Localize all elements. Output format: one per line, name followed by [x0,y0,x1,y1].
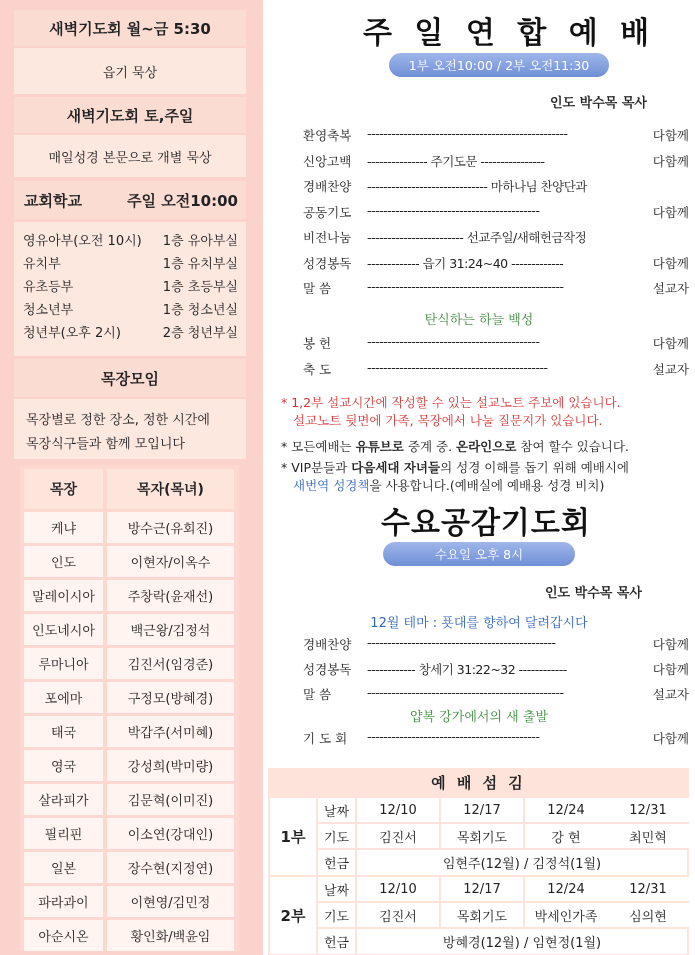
dawn-weekend-body: 매일성경 본문으로 개별 묵상 [14,135,246,177]
offering-cell: 임현주(12월) / 김정석(1월) [357,850,687,875]
mokjang-name: 살라피가 [24,784,103,815]
table-cell: 강 현 [525,824,607,848]
wednesday-title: 수요공감기도회 [381,506,591,541]
order-detail: -------------------------------------------------- [367,126,568,141]
mokjang-leader: 김진서(임경준) [107,648,234,679]
dawn-weekday-body: 읍기 묵상 [14,48,246,94]
mokjang-name: 일본 [24,852,103,883]
dept-row [14,320,246,343]
note-strong: 다음세대 자녀들 [351,460,441,475]
table-cell: 목회기도 [441,903,523,927]
sunday-time-badge: 1부 오전10:00 / 2부 오전11:30 [389,53,609,77]
order-label: 경배찬양 [303,179,352,194]
table-cell: 12/24 [525,877,607,901]
dept-row [14,297,246,320]
table-cell: 12/24 [525,798,607,822]
mokjang-name: 필리핀 [24,818,103,849]
offering-cell: 방혜경(12월) / 임현정(1월) [357,929,687,954]
order-who: 다함께 [652,255,689,271]
dept-list [14,222,246,356]
row-label: 기도 [318,824,355,848]
note-sermon-2: 설교노트 뒷면에 가족, 목장에서 나눌 질문지가 있습니다. [293,413,603,428]
mokjang-desc [14,399,246,459]
table-cell: 김진서 [357,824,439,848]
table-cell: 12/31 [607,877,689,901]
table-cell: 박세인가족 [525,903,607,927]
church-school-label: 교회학교 [24,191,82,210]
mokjang-name: 케냐 [24,512,103,543]
order-detail: ------------------------------------------- [367,334,540,349]
mokjang-leader: 방수근(유회진) [107,512,234,543]
order-detail: ------------------------------------------------- [367,685,564,700]
mokjang-header: 목장 [24,469,103,509]
order-label: 말 씀 [303,281,332,296]
mokjang-leader: 주창락(윤재선) [107,580,234,611]
mokjang-leader-header: 목자(목녀) [107,469,234,509]
dawn-weekday-title: 새벽기도회 월~금 5:30 [14,10,246,46]
order-detail: ----------------------------------------------- [367,635,556,650]
note-bible [281,458,629,476]
table-cell: 12/17 [441,798,523,822]
left-column [0,0,263,955]
order-label: 신앙고백 [303,153,352,169]
part-label: 2부 [270,877,316,954]
dept-name: 청소년부 [23,303,74,318]
order-label: 경배찬양 [303,637,352,652]
dept-room: 1층 초등부실 [162,280,238,295]
mokjang-name: 인도네시아 [24,614,103,645]
part-label: 1부 [270,798,316,875]
mokjang-leader: 장수현(지정연) [107,852,234,883]
mokjang-leader: 이현영/김민정 [107,886,234,917]
sunday-leader: 인도 박수목 목사 [550,96,647,111]
order-who: 다함께 [652,204,689,220]
row-label: 날짜 [318,798,355,822]
order-label: 봉 헌 [303,336,332,351]
dept-name: 유초등부 [23,280,74,295]
mokjang-name: 루마니아 [24,648,103,679]
note-text: 중계 중. [403,439,457,454]
sunday-title: 주 일 연 합 예 배 [363,16,656,51]
note-strong: 유튜브로 [355,439,404,454]
mokjang-name: 태국 [24,716,103,747]
service-table-title: 예 배 섬 김 [268,768,689,796]
dept-row [14,228,246,251]
dept-room: 1층 유아부실 [162,234,238,249]
order-detail: --------------- 주기도문 ---------------- [367,153,545,169]
order-label: 말 씀 [303,687,332,702]
wednesday-sermon-title: 얍복 강가에서의 새 출발 [410,710,548,725]
mokjang-leader: 이소연(강대인) [107,818,234,849]
dept-name: 유치부 [23,257,61,272]
order-label: 공동기도 [303,204,352,220]
note-strong: 온라인으로 [456,439,517,454]
order-who: 다함께 [652,731,689,746]
order-detail: ------------------------------------------------- [367,279,564,294]
mokjang-leader: 황인화/백윤임 [107,920,234,951]
table-cell: 12/10 [357,798,439,822]
mokjang-desc-line: 목장별로 정한 장소, 정한 시간에 [26,413,210,428]
order-detail: ------------------------------ 마하나님 찬양단과 [367,179,587,194]
dept-name: 청년부(오후 2시) [23,326,121,341]
table-cell: 12/10 [357,877,439,901]
row-label: 헌금 [318,850,355,875]
order-who: 설교자 [652,281,689,296]
table-cell: 목회기도 [441,824,523,848]
mokjang-name: 포에마 [24,682,103,713]
order-who: 다함께 [652,336,689,351]
row-label: 헌금 [318,929,355,954]
note-sermon-1: * 1,2부 설교시간에 작성할 수 있는 설교노트 주보에 있습니다. [281,395,621,410]
order-detail: ------------------------------------------- [367,729,540,744]
table-cell: 심의현 [607,903,689,927]
note-text: * 모든예배는 [281,439,356,454]
mokjang-title: 목장모임 [14,359,246,397]
dept-room: 2층 청년부실 [162,326,238,341]
mokjang-table [20,465,239,951]
mokjang-name: 말레이시아 [24,580,103,611]
mokjang-name: 아순시온 [24,920,103,951]
order-detail: --------------------------------------------- [367,360,548,375]
mokjang-leader: 박갑주(서미혜) [107,716,234,747]
row-label: 기도 [318,903,355,927]
dawn-weekend-title: 새벽기도회 토,주일 [14,97,246,133]
order-label: 환영축복 [303,128,352,143]
dept-name: 영유아부(오전 10시) [23,234,142,249]
mokjang-name: 인도 [24,546,103,577]
church-school-title [14,181,246,219]
table-cell: 12/31 [607,798,689,822]
mokjang-leader: 김문혁(이미진) [107,784,234,815]
wednesday-theme: 12월 테마 : 푯대를 향하여 달려갑시다 [370,616,588,631]
order-who: 다함께 [652,128,689,143]
mokjang-leader: 백근왕/김정석 [107,614,234,645]
note-text: 의 성경 이해를 돕기 위해 예배시에 [440,460,630,475]
table-cell: 최민혁 [607,824,689,848]
note-text: 을 사용합니다.(예배실에 예배용 성경 비치) [369,478,605,493]
order-detail: ------------------------------------------- [367,202,540,218]
order-detail: ------------ 창세기 31:22~32 ------------ [367,662,567,677]
mokjang-name: 파라과이 [24,886,103,917]
church-school-time: 주일 오전10:00 [127,191,238,210]
order-detail: ------------------------ 선교주일/새해헌금작정 [367,230,587,245]
order-who: 설교자 [652,687,689,702]
order-who: 다함께 [652,662,689,677]
mokjang-leader: 이현자/이옥수 [107,546,234,577]
table-cell: 김진서 [357,903,439,927]
order-detail: ------------- 읍기 31:24~40 ------------- [367,255,564,271]
order-label: 기 도 회 [303,731,348,746]
dept-row [14,274,246,297]
order-label: 비전나눔 [303,230,352,245]
row-label: 날짜 [318,877,355,901]
mokjang-leader: 구정모(방혜경) [107,682,234,713]
wednesday-time-badge: 수요일 오후 8시 [383,542,575,566]
mokjang-leader: 강성희(박미량) [107,750,234,781]
order-who: 다함께 [652,637,689,652]
table-cell: 12/17 [441,877,523,901]
order-label: 축 도 [303,362,332,377]
mokjang-desc-line: 목장식구들과 함께 모입니다 [26,437,185,452]
note-youtube [281,437,629,455]
note-text: * VIP분들과 [281,460,352,475]
mokjang-name: 영국 [24,750,103,781]
note-bible-2 [293,476,604,494]
wednesday-leader: 인도 박수목 목사 [545,586,642,601]
dept-room: 1층 청소년실 [162,303,238,318]
note-text: 참여 할수 있습니다. [516,439,629,454]
order-label: 성경봉독 [303,662,352,677]
dept-row [14,251,246,274]
order-who: 설교자 [652,362,689,377]
dept-room: 1층 유치부실 [162,257,238,272]
note-blue: 새번역 성경책 [293,478,370,493]
order-who: 다함께 [652,153,689,169]
sunday-sermon-title: 탄식하는 하늘 백성 [424,313,534,328]
order-label: 성경봉독 [303,255,352,271]
